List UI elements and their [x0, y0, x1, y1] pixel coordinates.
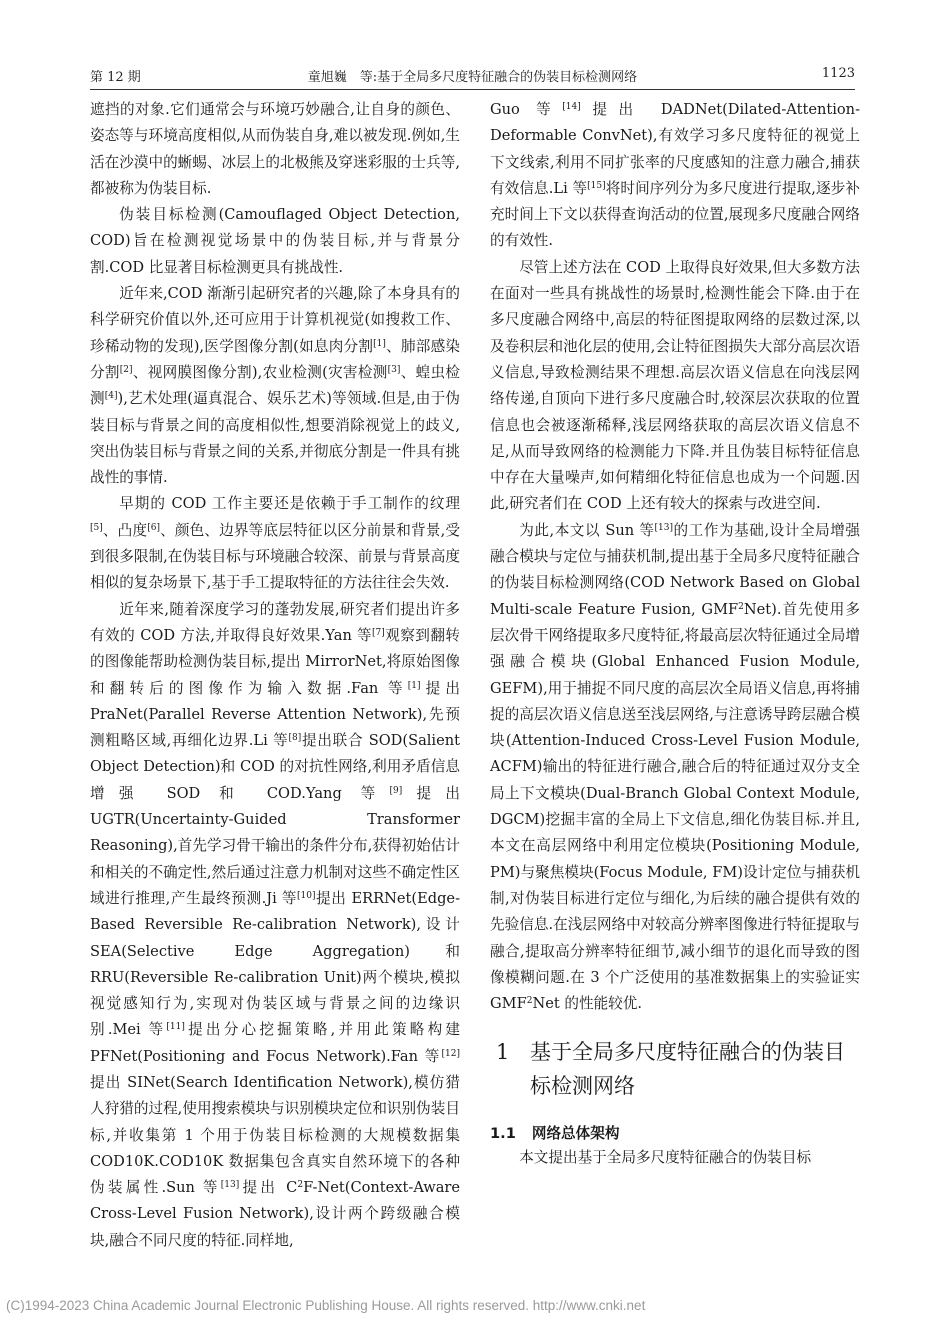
paragraph: 为此,本文以 Sun 等[13]的工作为基础,设计全局增强融合模块与定位与捕获机制,提出基于全局多尺度特征融合的伪装目标检测网络(COD Network Based on Global Multi-scale Feature Fusion, GMF$^2$Net).首先使用多层次骨干网络提取多尺度特征,将最高层次特征通过全局增强融合模块(Global Enhanced Fusion Module, GEFM),用于捕捉不同尺度的高层次全局语义信息,再将捕捉的高层次语义信息送至浅层网络,与注意诱导跨层融合模块(Attention-Induced Cross-Level Fusion Module, ACFM)输出的特征进行融合,融合后的特征通过双分支全局上下文模块(Dual-Branch Global Context Module, DGCM)挖掘丰富的全局上下文信息,细化伪装目标.并且,本文在高层网络中利用定位模块(Positioning Module, PM)与聚焦模块(Focus Module, FM)设计定位与捕获机制,对伪装目标进行定位与细化,为后续的融合提供有效的先验信息.在浅层网络中对较高分辨率图像进行特征提取与融合,提取高分辨率特征细节,减小细节的退化而导致的图像模糊问题.在 3 个广泛使用的基准数据集上的实验证实 GMF$^2$Net 的性能较优.: [490, 521, 861, 1013]
subsection-heading: [490, 1123, 860, 1145]
citation: [5]: [90, 522, 103, 533]
paragraph: 本文提出基于全局多尺度特征融合的伪装目标: [519, 1149, 812, 1167]
page-number: 1123: [821, 66, 855, 81]
citation: [7]: [372, 628, 385, 638]
issue-label: 第 12 期: [90, 70, 141, 85]
left-column: [90, 97, 460, 1254]
citation: [12]: [441, 1048, 460, 1059]
section-number: 1: [496, 1040, 510, 1065]
superscript: 2: [738, 601, 744, 612]
paragraph: 近年来,随着深度学习的蓬勃发展,研究者们提出许多有效的 COD 方法,并取得良好效果.Yan 等[7]观察到翻转的图像能帮助检测伪装目标,提出 MirrorNet,将原始图像和翻转后的图像作为输入数据.Fan 等[1]提出 PraNet(Parallel Reverse Attention Network),先预测粗略区域,再细化边界.Li 等[8]提出联合 SOD(Salient Object Detection)和 COD 的对抗性网络,利用矛盾信息增强 SOD 和 COD.Yang 等[9]提出 UGTR(Uncertainty-Guided Transformer Reasoning),首先学习骨干输出的条件分布,获得初始估计和相关的不确定性,然后通过注意力机制对这些不确定性区域进行推理,产生最终预测.Ji 等[10]提出 ERRNet(Edge-Based Reversible Re-calibration Network),设计 SEA(Selective Edge Aggregation)和 RRU(Reversible Re-calibration Unit)两个模块,模拟视觉感知行为,实现对伪装区域与背景之间的边缘识别.Mei 等[11]提出分心挖掘策略,并用此策略构建 PFNet(Positioning and Focus Network).Fan 等[12]提出 SINet(Search Identification Network),模仿猎人狩猎的过程,使用搜索模块与识别模块定位和识别伪装目标,并收集第 1 个用于伪装目标检测的大规模数据集 COD10K.COD10K 数据集包含真实自然环境下的各种伪装属性.Sun 等[13]提出 $C^2F-Net(Context$-Aware Cross-Level Fusion Network),设计两个跨级融合模块,融合不同尺度的特征.同样地,: [90, 600, 461, 1249]
citation: [4]: [104, 391, 118, 402]
paragraph: 近年来,COD 渐渐引起研究者的兴趣,除了本身具有的科学研究价值以外,还可应用于计算机视觉(如搜救工作、珍稀动物的发现),医学图像分割(如息肉分割[1]、肺部感染分割[2]、视网膜图像分割),农业检测(灾害检测[3]、蝗虫检测[4]),艺术处理(逼真混合、娱乐艺术)等领域.但是,由于伪装目标与背景之间的高度相似性,想要消除视觉上的歧义,突出伪装目标与背景之间的关系,并彻底分割是一件具有挑战性的事情.: [90, 285, 460, 487]
citation: [1]: [407, 680, 421, 691]
superscript: 2: [297, 1180, 304, 1191]
citation: [15]: [587, 180, 606, 191]
paragraph: 尽管上述方法在 COD 上取得良好效果,但大多数方法在面对一些具有挑战性的场景时,检测性能会下降.由于在多尺度融合网络中,高层的特征图提取网络的层数过深,以及卷积层和池化层的使用,会让特征图损失大部分高层次语义信息,导致检测结果不理想.高层次语义信息在向浅层网络传递,自顶向下进行多尺度融合时,较深层次获取的位置信息也会被逐渐稀释,浅层网络获取的高层次语义信息不足,从而导致网络的检测能力下降.并且伪装目标特征信息中存在大量噪声,如何精细化特征信息也成为一个问题.因此,研究者们在 COD 上还有较大的探索与改进空间.: [490, 258, 860, 513]
citation: [8]: [288, 733, 302, 744]
section-title: 基于全局多尺度特征融合的伪装目标检测网络: [530, 1040, 845, 1099]
paragraph: 遮挡的对象.它们通常会与环境巧妙融合,让自身的颜色、姿态等与环境高度相似,从而伪装自身,难以被发现.例如,生活在沙漠中的蜥蜴、冰层上的北极熊及穿迷彩服的士兵等,都被称为伪装目标.: [90, 101, 460, 197]
citation: [13]: [654, 522, 673, 533]
running-header: [90, 66, 855, 88]
subsection-title: 网络总体架构: [531, 1125, 620, 1143]
paragraph: 伪装目标检测(Camouflaged Object Detection, COD)旨在检测视觉场景中的伪装目标,并与背景分割.COD 比显著目标检测更具有挑战性.: [90, 206, 460, 276]
paragraph: Guo 等[14]提出 DADNet(Dilated-Attention-Deformable ConvNet),有效学习多尺度特征的视觉上下文线索,利用不同扩张率的尺度感知的注意力融合,捕获有效信息.Li 等[15]将时间序列分为多尺度进行提取,逐步补充时间上下文以获得查询活动的位置,展现多尺度融合网络的有效性.: [490, 101, 861, 250]
section-heading: [490, 1035, 860, 1103]
right-column: [490, 97, 860, 1172]
running-title: 童旭巍 等:基于全局多尺度特征融合的伪装目标检测网络: [307, 70, 638, 85]
subsection-number: 1.1: [490, 1125, 516, 1143]
citation: [2]: [119, 365, 133, 376]
citation: [13]: [220, 1180, 240, 1191]
citation: [9]: [389, 785, 403, 796]
header-rule: [90, 89, 855, 90]
citation: [3]: [387, 365, 401, 376]
citation: [10]: [297, 890, 316, 901]
superscript: 2: [526, 996, 533, 1007]
copyright-footer: (C)1994-2023 China Academic Journal Electronic Publishing House. All rights reserved. http://www.cnki.net: [6, 1298, 646, 1313]
citation: [14]: [562, 102, 581, 113]
citation: [6]: [147, 522, 160, 533]
citation: [11]: [166, 1022, 185, 1033]
citation: [1]: [373, 338, 386, 349]
paragraph: 早期的 COD 工作主要还是依赖于手工制作的纹理[5]、凸度[6]、颜色、边界等底层特征以区分前景和背景,受到很多限制,在伪装目标与环境融合较深、前景与背景高度相似的复杂场景下,基于手工提取特征的方法往往会失效.: [90, 495, 460, 592]
